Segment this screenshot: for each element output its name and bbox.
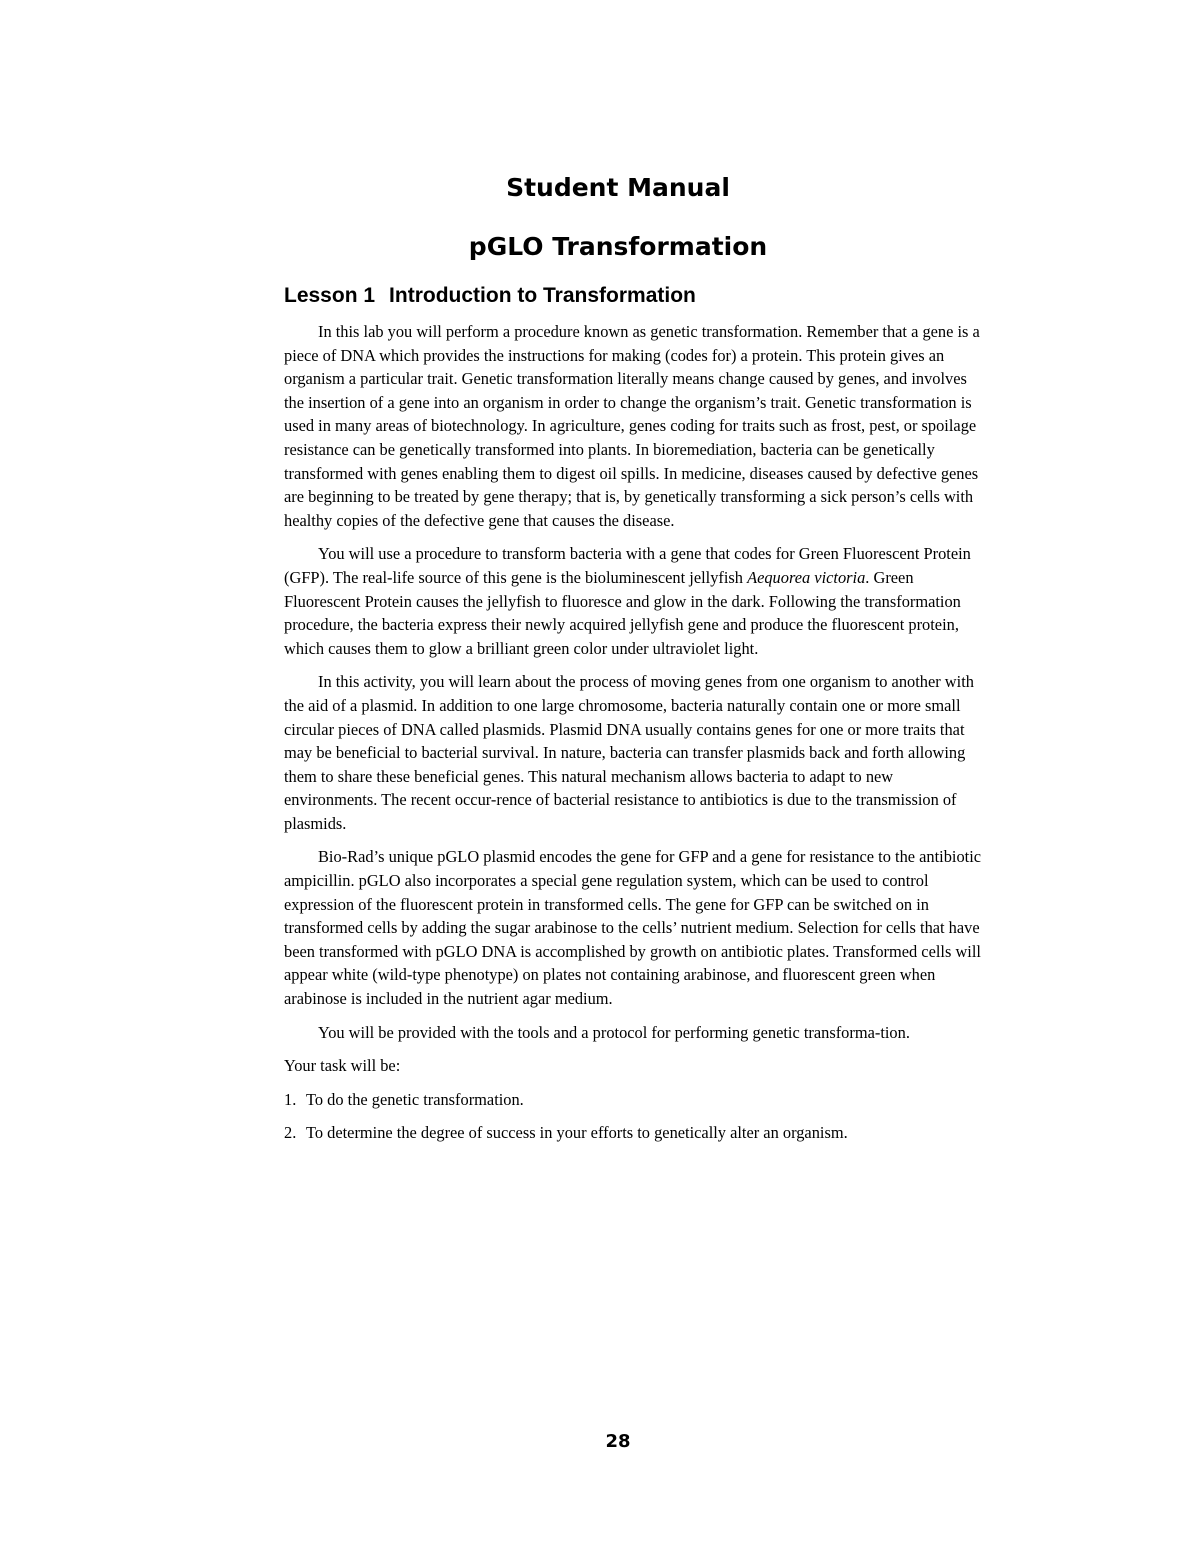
list-item <box>284 1121 984 1145</box>
paragraph-genetic-transformation: In this lab you will perform a procedure known as genetic transformation. Remember that a gene is a piece of DNA which provides the instructions for making (codes for) a protein. This protein gives an organism a particular trait. Genetic transformation literally means change caused by genes, and involves the insertion of a gene into an organism in order to change the organism’s trait. Genetic transformation is used in many areas of biotechnology. In agriculture, genes coding for traits such as frost, pest, or spoilage resistance can be genetically transformed into plants. In bioremediation, bacteria can be genetically transformed with genes enabling them to digest oil spills. In medicine, diseases caused by defective genes are beginning to be treated by gene therapy; that is, by genetically transforming a sick person’s cells with healthy copies of the defective gene that causes the disease. <box>284 322 980 530</box>
task-list <box>284 1088 984 1145</box>
list-item-text: To do the genetic transformation. <box>306 1089 524 1109</box>
list-item-number: 1. <box>284 1089 297 1109</box>
task-intro: Your task will be: <box>284 1056 401 1076</box>
list-item-number: 2. <box>284 1123 297 1143</box>
lesson-number: Lesson 1 <box>284 284 376 307</box>
paragraph-pglo-plasmid: Bio-Rad’s unique pGLO plasmid encodes the gene for GFP and a gene for resistance to the antibiotic ampicillin. pGLO also incorporates a special gene regulation system, which can be used to control expression of the fluorescent protein in transformed cells. The gene for GFP can be switched on in transformed cells by adding the sugar arabinose to the cells’ nutrient medium. Selection for cells that have been transformed with pGLO DNA is accomplished by growth on antibiotic plates. Transformed cells will appear white (wild-type phenotype) on plates not containing arabinose, and fluorescent green when arabinose is included in the nutrient agar medium. <box>284 847 982 1009</box>
paragraph-gfp-part-2: . Green Fluorescent Protein causes the jellyfish to fluoresce and glow in the dark. Following the transformation procedure, the bacteria express their newly acquired jellyfish gene and produce the fluorescent protein, which causes them to glow a brilliant green color under ultraviolet light. <box>284 567 961 658</box>
paragraph-plasmids: In this activity, you will learn about the process of moving genes from one organism to another with the aid of a plasmid. In addition to one large chromosome, bacteria naturally contain one or more small circular pieces of DNA called plasmids. Plasmid DNA usually contains genes for one or more traits that may be beneficial to bacterial survival. In nature, bacteria can transfer plasmids back and forth allowing them to share these beneficial genes. This natural mechanism allows bacteria to adapt to new environments. The recent occur-rence of bacterial resistance to antibiotics is due to the transmission of plasmids. <box>284 672 974 833</box>
paragraph-tools: You will be provided with the tools and a protocol for performing genetic transforma-tion. <box>318 1022 910 1042</box>
document-title: pGLO Transformation <box>468 232 768 261</box>
lesson-heading <box>284 282 696 310</box>
lesson-title: Introduction to Transformation <box>389 284 696 307</box>
body-text <box>284 320 984 1155</box>
paragraph-gfp-part-1: You will use a procedure to transform bacteria with a gene that codes for Green Fluorescent Protein (GFP). The real-life source of this gene is the bioluminescent jellyfish <box>284 544 971 587</box>
manual-title: Student Manual <box>506 173 730 202</box>
species-name: Aequorea victoria <box>747 567 866 587</box>
list-item-text: To determine the degree of success in your efforts to genetically alter an organism. <box>306 1123 848 1143</box>
list-item <box>284 1088 984 1112</box>
page-number: 28 <box>605 1431 631 1452</box>
paragraph-gfp <box>284 542 984 660</box>
